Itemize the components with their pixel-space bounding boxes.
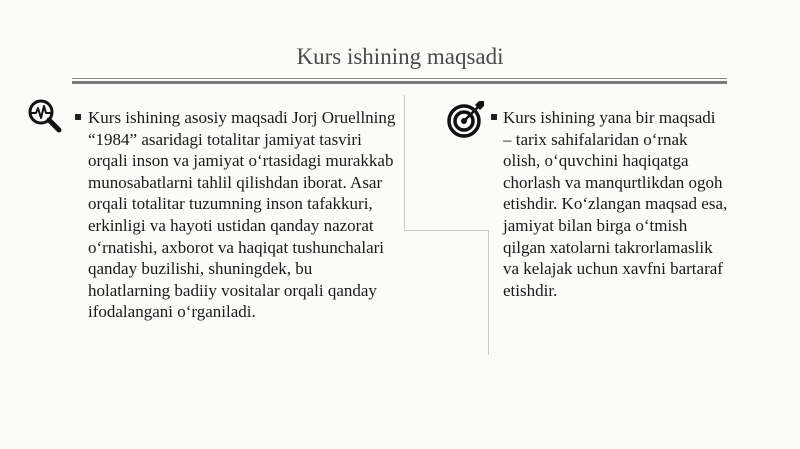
column-divider-upper bbox=[404, 95, 405, 230]
column-divider-lower bbox=[488, 230, 489, 355]
target-arrow-icon bbox=[446, 99, 486, 139]
column-divider-connector bbox=[404, 230, 488, 231]
slide-title: Kurs ishining maqsadi bbox=[296, 44, 504, 69]
magnifier-pulse-icon bbox=[25, 96, 65, 136]
left-paragraph: Kurs ishining asosiy maqsadi Jorj Oruellning “1984” asaridagi totalitar jamiyat tasviri orqali inson va jamiyat o‘rtasidagi murakkab munosabatlarni tahlil qilishdan iborat. Asar orqali totalitar tuzumning inson tafakkuri, erkinligi va hayoti ustidan qanday nazorat o‘rnatishi, axborot va haqiqat tushunchalari qanday buzilishi, shuningdek, bu holatlarning badiiy vositalar orqali qanday ifodalangani o‘rganiladi. bbox=[88, 108, 396, 322]
right-paragraph: Kurs ishining yana bir maqsadi – tarix sahifalaridan o‘rnak olish, o‘quvchini haqiqatga chorlash va manqurtlikdan ogoh etishdir. Ko‘zlangan maqsad esa, jamiyat bilan birga o‘tmish qilgan xatolarni takrorlamaslik va kelajak uchun xavfni bartaraf etishdir. bbox=[503, 108, 728, 300]
title-rule-thin bbox=[72, 78, 727, 79]
title-rule-thick bbox=[72, 81, 727, 84]
bullet-marker bbox=[75, 114, 81, 120]
bullet-marker bbox=[491, 114, 497, 120]
